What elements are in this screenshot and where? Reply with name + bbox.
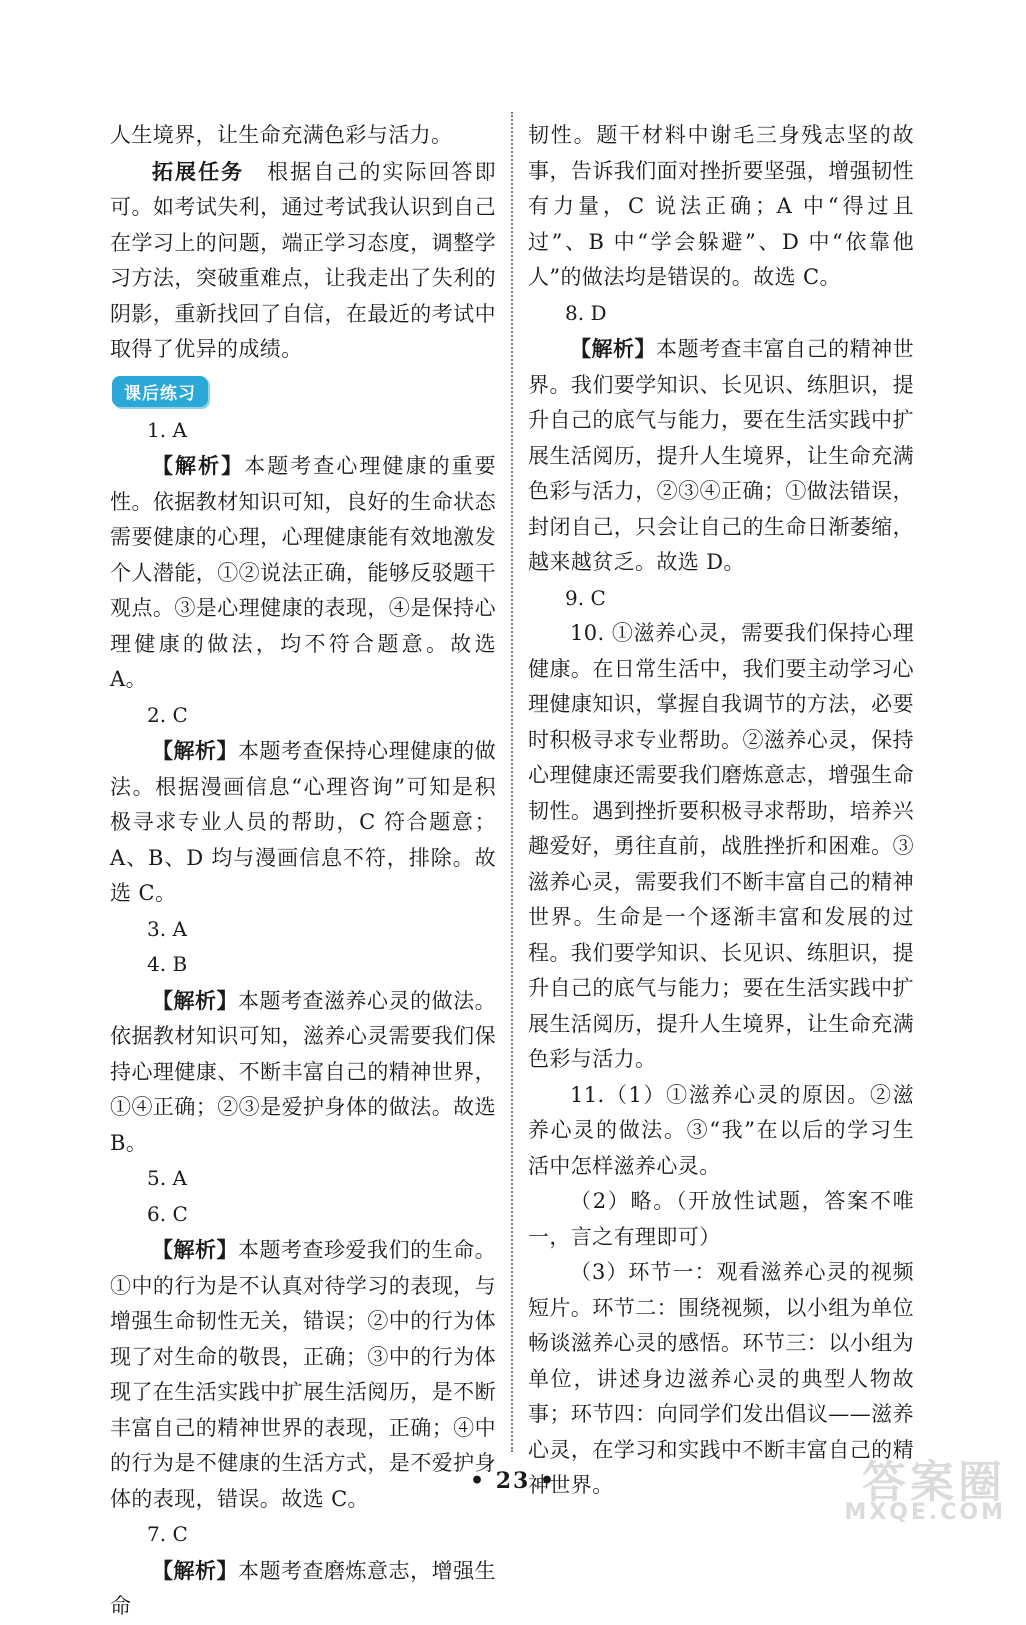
- answer-3: 3. A: [147, 916, 187, 941]
- answer-1: 1. A: [147, 417, 187, 442]
- explanation-text: 本题考查丰富自己的精神世界。我们要学知识、长见识、练胆识，提升自己的底气与能力，要在生活实践中扩展生活阅历，提升人生境界，让生命充满色彩与活力，②③④正确；①做法错误，封闭自己，只会让自己的生命日渐萎缩，越来越贫乏。故选 D。: [528, 337, 914, 574]
- answer-9: 9. C: [565, 585, 606, 610]
- explanation-4: [110, 983, 496, 1162]
- explanation-text: 本题考查滋养心灵的做法。依据教材知识可知，滋养心灵需要我们保持心理健康、不断丰富自己的精神世界，①④正确；②③是爱护身体的做法。故选 B。: [110, 988, 496, 1155]
- extension-task-label: 拓展任务: [152, 158, 245, 184]
- explanation-label: 【解析】: [152, 738, 239, 763]
- page-number: • 23 •: [469, 1468, 557, 1494]
- answer-7: 7. C: [147, 1522, 188, 1546]
- explanation-label: 【解析】: [152, 987, 239, 1013]
- explanation-text: 本题考查珍爱我们的生命。①中的行为是不认真对待学习的表现，与增强生命韧性无关，错误；②中的行为体现了对生命的敬畏，正确；③中的行为体现了在生活实践中扩展生活阅历，是不断丰富自己的精神世界的表现，正确；④中的行为是不健康的生活方式，是不爱护身体的表现，错误。故选 C。: [110, 1238, 496, 1511]
- answer-4: 4. B: [147, 952, 188, 976]
- right-column: [528, 118, 914, 1504]
- column-divider: [511, 112, 513, 1452]
- explanation-text: 本题考查心理健康的重要性。依据教材知识可知，良好的生命状态需要健康的心理，心理健康能有效地激发个人潜能，①②说法正确，能够反驳题干观点。③是心理健康的表现，④是保持心理健康的做法，均不符合题意。故选 A。: [110, 454, 496, 691]
- paragraph-intro-end: 人生境界，让生命充满色彩与活力。: [110, 123, 453, 147]
- extension-task-text: 根据自己的实际回答即可。如考试失利，通过考试我认识到自己在学习上的问题，端正学习态度，调整学习方法，突破重难点，让我走出了失利的阴影，重新找回了自信，在最近的考试中取得了优异的成绩。: [110, 159, 496, 361]
- explanation-label: 【解析】: [152, 1237, 239, 1262]
- watermark-url: MXQE.COM: [844, 1500, 1006, 1525]
- answer-5: 5. A: [147, 1166, 187, 1190]
- explanation-1: [110, 448, 496, 698]
- explanation-7: [110, 1553, 496, 1625]
- explanation-label: 【解析】: [152, 453, 245, 478]
- answer-6: 6. C: [147, 1201, 188, 1226]
- explanation-8: [528, 331, 914, 581]
- answer-11-part-1: 11.（1）①滋养心灵的原因。②滋养心灵的做法。③“我”在以后的学习生活中怎样滋养心灵。: [528, 1082, 914, 1178]
- extension-task: [110, 154, 496, 368]
- explanation-text: 本题考查磨炼意志，增强生命: [110, 1558, 496, 1618]
- watermark-logo: [806, 1440, 1012, 1530]
- answer-11-part-2: （2）略。（开放性试题，答案不唯一，言之有理即可）: [528, 1189, 914, 1249]
- explanation-2: [110, 733, 496, 912]
- explanation-label: 【解析】: [152, 1557, 239, 1583]
- answer-10: 10. ①滋养心灵，需要我们保持心理健康。在日常生活中，我们要主动学习心理健康知识，掌握自我调节的方法，必要时积极寻求专业帮助。②滋养心灵，保持心理健康还需要我们磨炼意志，增强生命韧性。遇到挫折要积极寻求帮助，培养兴趣爱好，勇往直前，战胜挫折和困难。③滋养心灵，需要我们不断丰富自己的精神世界。生命是一个逐渐丰富和发展的过程。我们要学知识、长见识、练胆识，提升自己的底气与能力；要在生活实践中扩展生活阅历，提升人生境界，让生命充满色彩与活力。: [528, 621, 914, 1071]
- explanation-text: 本题考查保持心理健康的做法。根据漫画信息“心理咨询”可知是积极寻求专业人员的帮助，C 符合题意；A、B、D 均与漫画信息不符，排除。故选 C。: [110, 739, 496, 905]
- answer-2: 2. C: [147, 702, 188, 727]
- answer-11-part-3: （3）环节一：观看滋养心灵的视频短片。环节二：围绕视频，以小组为单位畅谈滋养心灵的感悟。环节三：以小组为单位，讲述身边滋养心灵的典型人物故事；环节四：向同学们发出倡议——滋养心灵，在学习和实践中不断丰富自己的精神世界。: [528, 1260, 914, 1497]
- watermark-text: 答案圈: [862, 1457, 1006, 1508]
- answer-8: 8. D: [565, 300, 607, 325]
- explanation-label: 【解析】: [570, 336, 657, 361]
- left-column: [110, 118, 496, 1625]
- section-tag-after-class-practice: 课后练习: [112, 376, 208, 407]
- explanation-7-continued: 韧性。题干材料中谢毛三身残志坚的故事，告诉我们面对挫折要坚强，增强韧性有力量，C 说法正确；A 中“得过且过”、B 中“学会躲避”、D 中“依靠他人”的做法均是错误的。故选 C。: [528, 123, 914, 289]
